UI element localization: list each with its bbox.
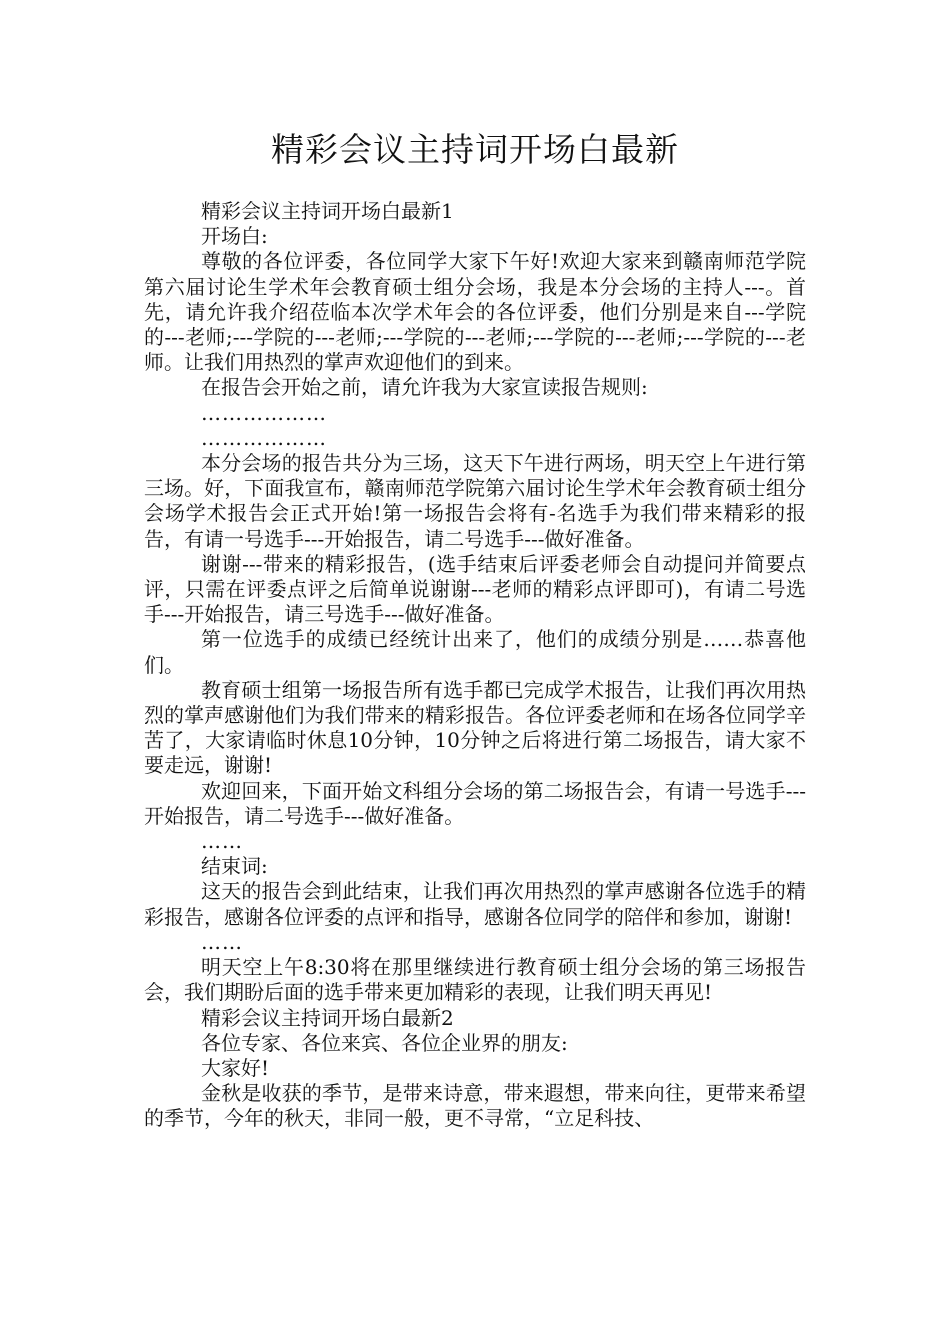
section-heading-2: 精彩会议主持词开场白最新2 xyxy=(201,1005,454,1030)
paragraph-autumn: 金秋是收获的季节，是带来诗意，带来遐想，带来向往，更带来希望的季节，今年的秋天，非同一般，更不寻常，“立足科技、 xyxy=(144,1081,806,1131)
ellipsis-line: ……………… xyxy=(201,400,327,425)
document-body xyxy=(144,199,806,1132)
paragraph-thanks: 谢谢---带来的精彩报告，(选手结束后评委老师会自动提问并简要点评，只需在评委点评之后简单说谢谢---老师的精彩点评即可)，有请二号选手---开始报告，请三号选手---做好准备。 xyxy=(144,551,806,627)
section-heading-1: 精彩会议主持词开场白最新1 xyxy=(201,199,454,223)
ellipsis-line: ……………… xyxy=(201,425,327,450)
paragraph-next-day: 明天空上午8:30将在那里继续进行教育硕士组分会场的第三场报告会，我们期盼后面的选手带来更加精彩的表现，让我们明天再见! xyxy=(144,955,806,1005)
paragraph-welcome: 尊敬的各位评委，各位同学大家下午好!欢迎大家来到赣南师范学院第六届讨论生学术年会教育硕士组分会场，我是本分会场的主持人---。首先，请允许我介绍莅临本次学术年会的各位评委，他们分别是来自---学院的---老师;---学院的---老师;---学院的---老师;---学院的---老师;---学院的---老师。让我们用热烈的掌声欢迎他们的到来。 xyxy=(144,249,806,375)
paragraph-break: 教育硕士组第一场报告所有选手都已完成学术报告，让我们再次用热烈的掌声感谢他们为我们带来的精彩报告。各位评委老师和在场各位同学辛苦了，大家请临时休息10分钟，10分钟之后将进行第二场报告，请大家不要走远，谢谢! xyxy=(144,677,806,778)
closing-label: 结束词: xyxy=(201,854,268,879)
ellipsis-line: …… xyxy=(201,829,243,854)
paragraph-closing: 这天的报告会到此结束，让我们再次用热烈的掌声感谢各位选手的精彩报告，感谢各位评委的点评和指导，感谢各位同学的陪伴和参加，谢谢! xyxy=(144,879,806,929)
ellipsis-line: …… xyxy=(201,929,243,954)
paragraph-scores: 第一位选手的成绩已经统计出来了，他们的成绩分别是……恭喜他们。 xyxy=(144,627,806,677)
opening-label: 开场白: xyxy=(201,224,268,249)
document-title: 精彩会议主持词开场白最新 xyxy=(271,130,679,169)
paragraph-session-start: 本分会场的报告共分为三场，这天下午进行两场，明天空上午进行第三场。好，下面我宣布，赣南师范学院第六届讨论生学术年会教育硕士组分会场学术报告会正式开始!第一场报告会将有-名选手为我们带来精彩的报告，有请一号选手---开始报告，请二号选手---做好准备。 xyxy=(144,451,806,551)
paragraph-greeting: 大家好! xyxy=(201,1055,270,1080)
paragraph-rules-intro: 在报告会开始之前，请允许我为大家宣读报告规则: xyxy=(201,375,648,400)
paragraph-welcome-back: 欢迎回来，下面开始文科组分会场的第二场报告会，有请一号选手---开始报告，请二号选手---做好准备。 xyxy=(144,778,806,828)
paragraph-salutation: 各位专家、各位来宾、各位企业界的朋友: xyxy=(201,1030,568,1055)
